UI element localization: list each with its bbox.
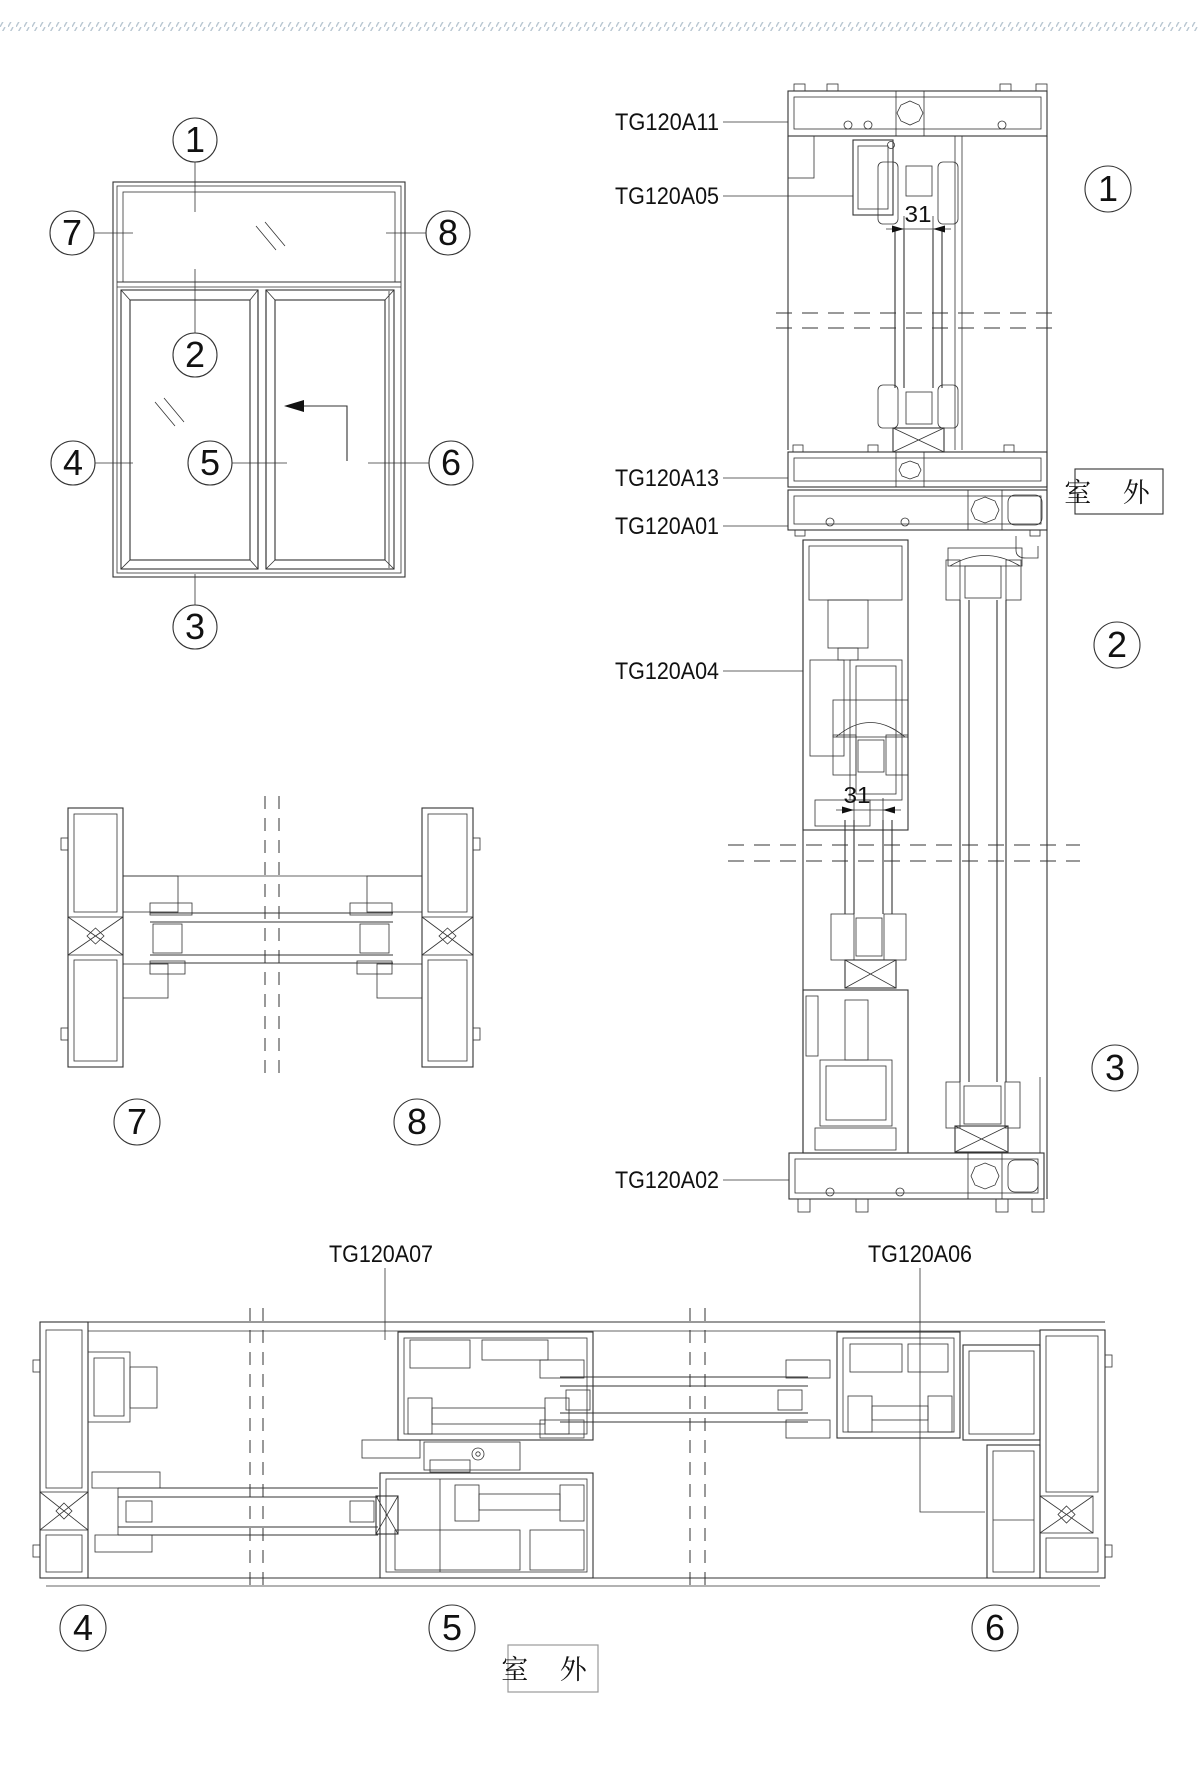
detail-marker-3: 3 xyxy=(1104,1047,1126,1088)
bevel xyxy=(250,290,258,300)
callout-7: 7 xyxy=(61,212,83,253)
part-label-tg120a11: TG120A11 xyxy=(615,109,719,136)
frame-outer xyxy=(113,182,405,577)
right-sash-inner xyxy=(275,300,385,560)
screw-channel xyxy=(68,917,123,955)
jamb-tab xyxy=(61,838,68,850)
outdoor-text-bottom: 室 外 xyxy=(501,1655,599,1685)
right-jamb xyxy=(422,808,473,1067)
outdoor-label-bottom xyxy=(501,1645,599,1692)
right-sash-stile xyxy=(837,1332,960,1438)
detail-marker-5: 5 xyxy=(441,1607,463,1648)
detail-marker-7: 7 xyxy=(126,1101,148,1142)
bevel xyxy=(121,560,130,569)
glazing-bead xyxy=(123,964,168,998)
sash-stop xyxy=(788,136,814,178)
outdoor-text-right: 室 外 xyxy=(1064,478,1162,508)
callout-5: 5 xyxy=(199,442,221,483)
bevel xyxy=(250,560,258,569)
outdoor-label-right xyxy=(1064,469,1163,514)
callout-3: 3 xyxy=(184,606,206,647)
vertical-section xyxy=(615,84,1163,1212)
part-label-tg120a06: TG120A06 xyxy=(868,1241,972,1268)
part-label-tg120a04: TG120A04 xyxy=(615,658,719,685)
part-label-tg120a01: TG120A01 xyxy=(615,513,719,540)
part-label-tg120a13: TG120A13 xyxy=(615,465,719,492)
glazing-bead xyxy=(367,876,422,912)
horizontal-section-4-5-6 xyxy=(33,1241,1112,1692)
bevel xyxy=(385,290,394,300)
subframe-tg120a05 xyxy=(853,140,895,215)
horizontal-section-7-8 xyxy=(61,796,480,1145)
meeting-stile-assembly xyxy=(362,1332,593,1578)
jamb-tab xyxy=(473,1028,480,1040)
dimension-31-upper: 31 xyxy=(904,201,932,227)
sill-profile-tg120a02 xyxy=(789,1153,1044,1212)
inner-sash xyxy=(831,700,908,988)
glazing-bead xyxy=(377,964,422,998)
jamb-tab xyxy=(473,838,480,850)
transom-profile-tg120a13 xyxy=(788,445,1047,487)
bevel xyxy=(385,560,394,569)
right-sash-outer xyxy=(266,290,394,569)
callout-leaders xyxy=(94,162,429,605)
dimension-glass-lower xyxy=(836,782,901,820)
bevel xyxy=(266,290,275,300)
part-label-tg120a07: TG120A07 xyxy=(329,1241,433,1268)
detail-marker-2: 2 xyxy=(1106,624,1128,665)
callout-4: 4 xyxy=(62,442,84,483)
detail-marker-1: 1 xyxy=(1097,168,1119,209)
right-sash-glass xyxy=(540,1360,830,1438)
callout-1: 1 xyxy=(184,119,206,160)
insulated-glass xyxy=(150,903,393,974)
callout-8: 8 xyxy=(437,212,459,253)
left-jamb xyxy=(68,808,123,1067)
window-elevation xyxy=(50,118,473,649)
dimension-31-lower: 31 xyxy=(843,782,871,808)
anti-lift-hook xyxy=(1016,536,1038,558)
detail-marker-6: 6 xyxy=(984,1607,1006,1648)
part-label-tg120a05: TG120A05 xyxy=(615,183,719,210)
right-jamb xyxy=(963,1330,1112,1578)
jamb-chamber xyxy=(428,960,467,1061)
left-sash-outer xyxy=(121,290,258,569)
detail-marker-4: 4 xyxy=(72,1607,94,1648)
frame-inner xyxy=(117,186,401,573)
jamb-chamber xyxy=(428,814,467,912)
jamb-chamber xyxy=(74,960,117,1061)
part-label-tg120a02: TG120A02 xyxy=(615,1167,719,1194)
callout-6: 6 xyxy=(440,442,462,483)
bevel xyxy=(121,290,130,300)
part-labels xyxy=(615,109,853,1194)
head-profile-tg120a11 xyxy=(788,84,1047,136)
detail-marker-8: 8 xyxy=(406,1101,428,1142)
callout-2: 2 xyxy=(184,334,206,375)
left-sash-glass xyxy=(92,1472,398,1552)
slide-direction-arrow xyxy=(284,400,347,461)
outer-sash xyxy=(946,548,1022,1152)
glazing-bead xyxy=(123,876,178,912)
sill-track-upstand xyxy=(803,990,1040,1153)
jamb-tab xyxy=(61,1028,68,1040)
bevel xyxy=(266,560,275,569)
jamb-chamber xyxy=(74,814,117,912)
leader xyxy=(920,1268,985,1512)
transom-glass xyxy=(123,192,395,282)
screw-channel xyxy=(422,917,473,955)
top-decor-band xyxy=(0,22,1200,31)
dimension-glass-upper xyxy=(886,201,951,240)
